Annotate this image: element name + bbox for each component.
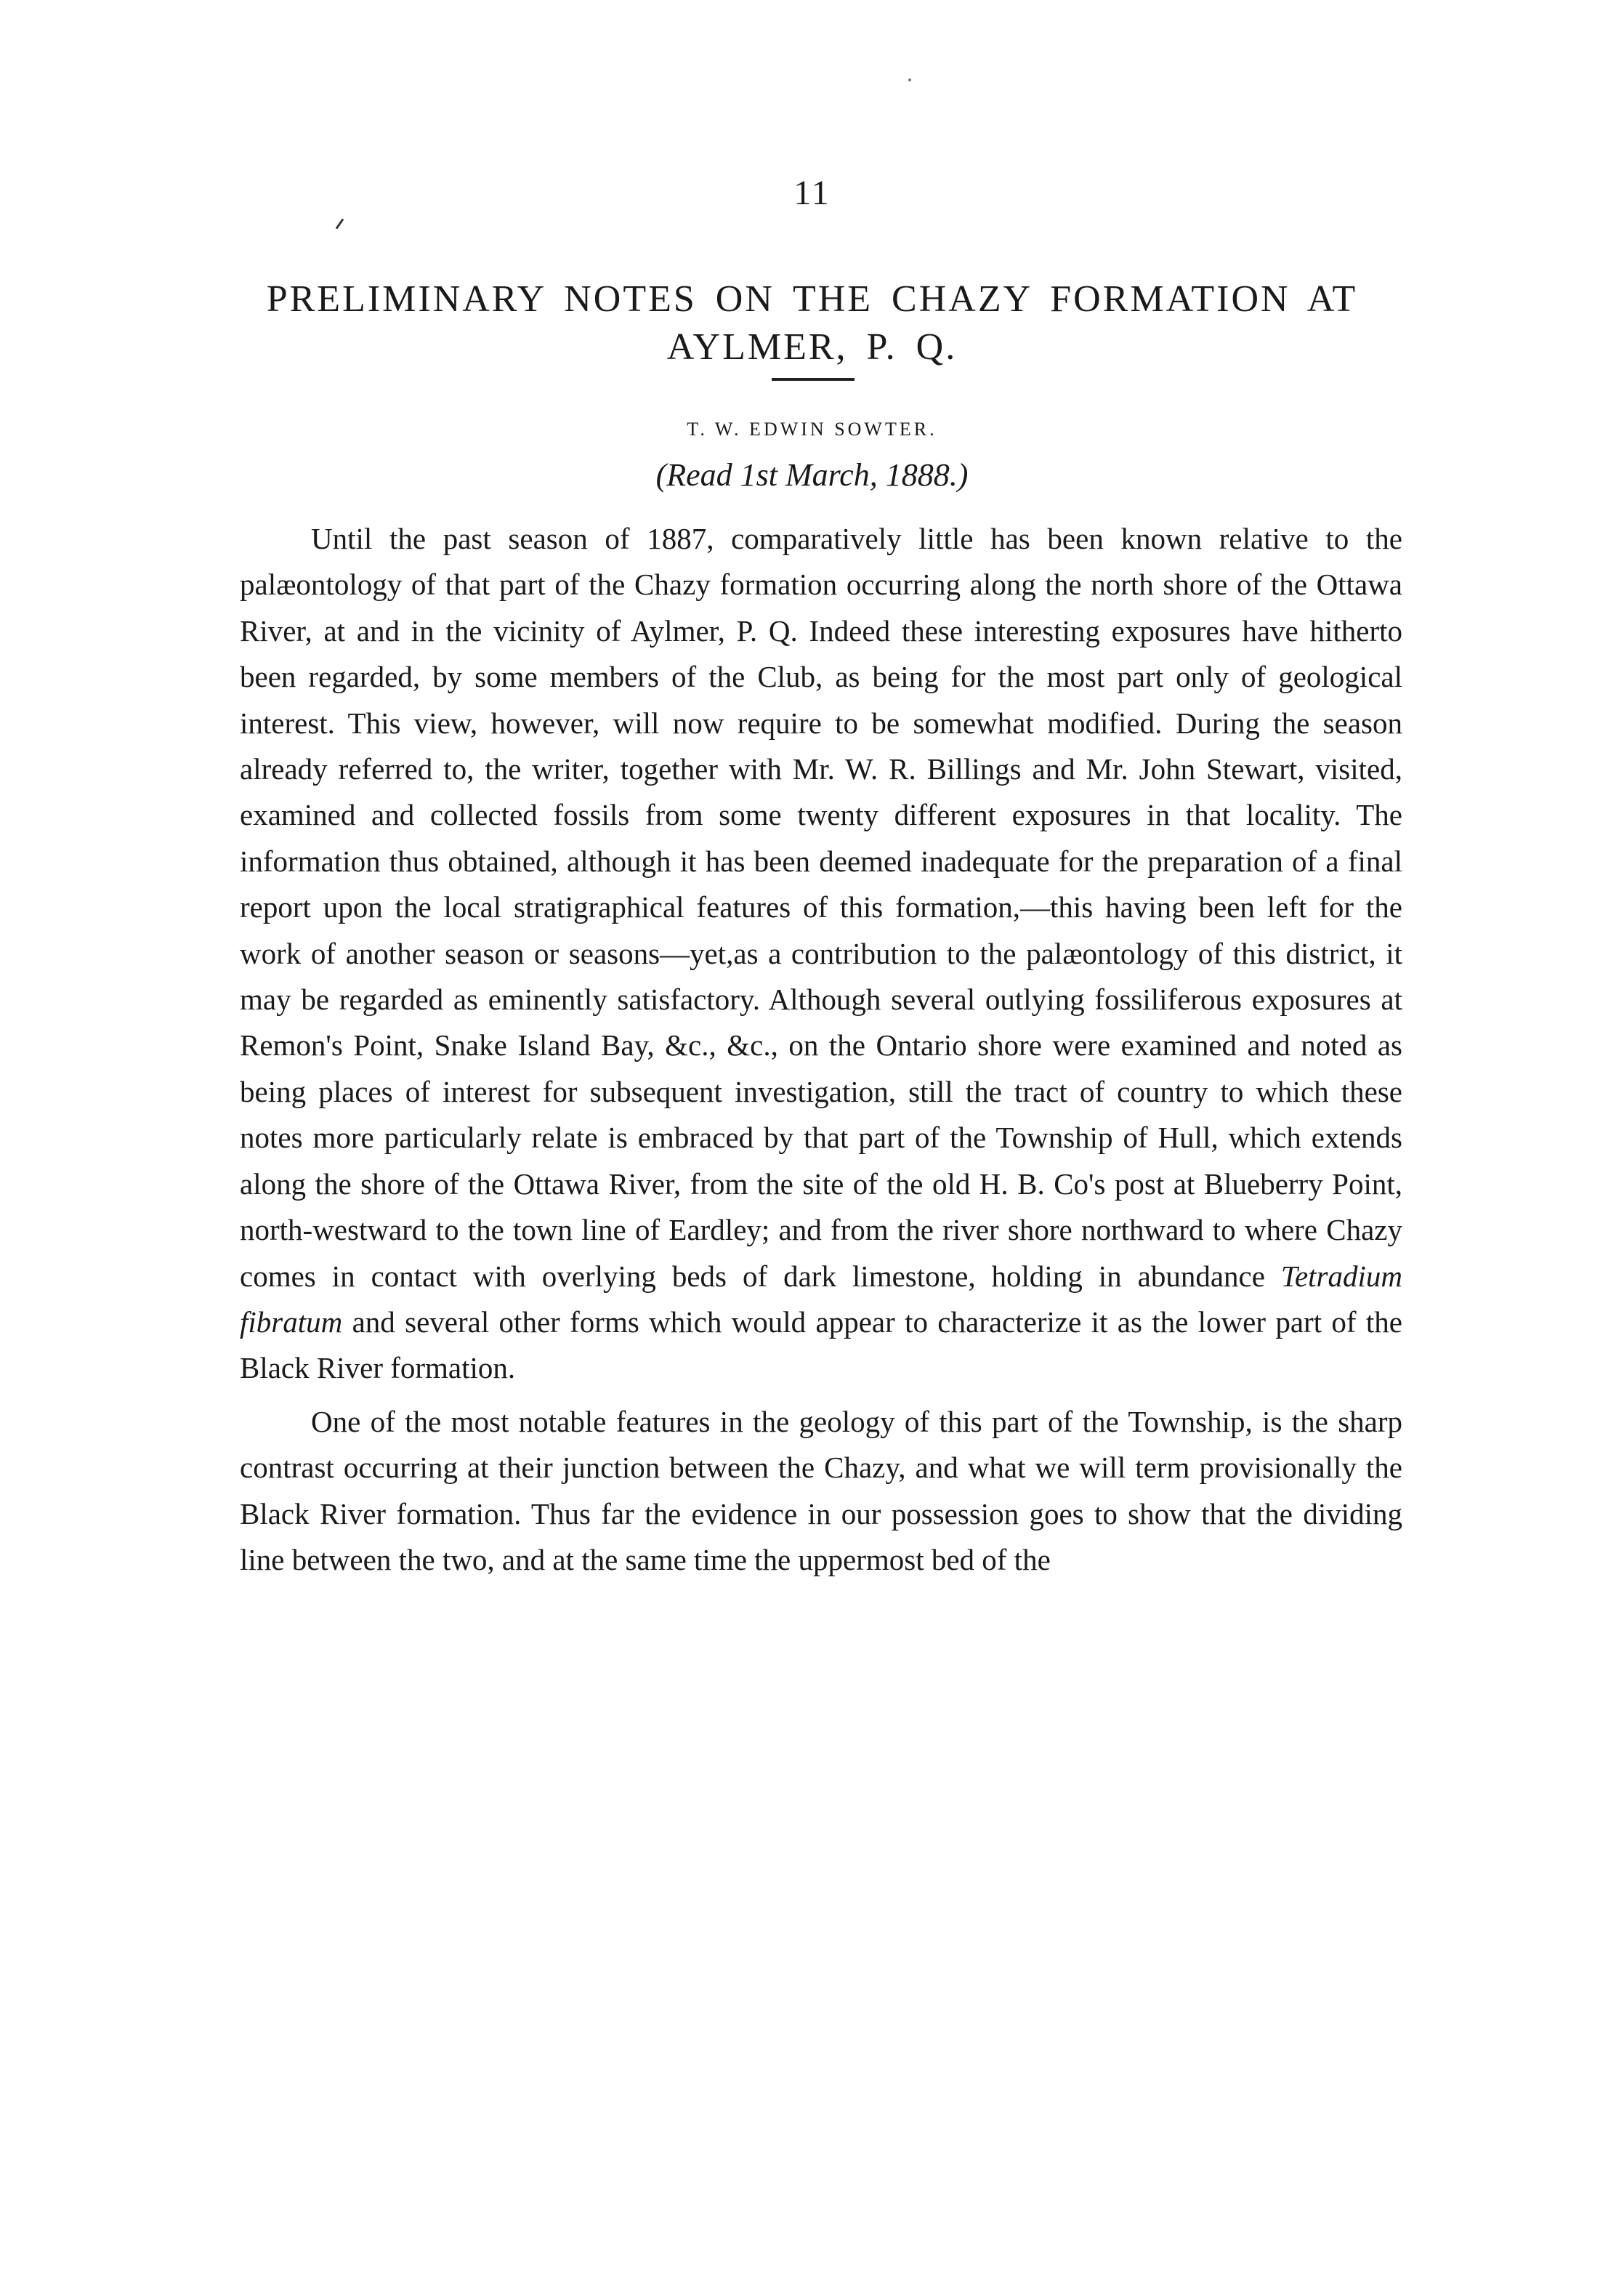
- paragraph-1-text: Until the past season of 1887, comparatively little has been known relative to the palæontology of that part of the Chazy formation occurring along the north shore of the Ottawa River, at and in the vicinity of Aylmer, P. Q. Indeed these interesting exposures have hitherto been regarded, by some members of the Club, as being for the most part only of geological interest. This view, however, will now require to be somewhat modified. During the season already referred to, the writer, together with Mr. W. R. Billings and Mr. John Stewart, visited, examined and collected fossils from some twenty different exposures in that locality. The information thus obtained, although it has been deemed inadequate for the preparation of a final report upon the local stratigraphical features of this formation,—this having been left for the work of another season or seasons—yet,as a contribution to the palæontology of this district, it may be regarded as eminently satisfactory. Although several outlying fossiliferous exposures at Remon's Point, Snake Island Bay, &c., &c., on the Ontario shore were examined and noted as being places of interest for subsequent investigation, still the tract of country to which these notes more particularly relate is embraced by that part of the Township of Hull, which extends along the shore of the Ottawa River, from the site of the old H. B. Co's post at Blueberry Point, north-westward to the town line of Eardley; and from the river shore northward to where Chazy comes in contact with overlying beds of dark limestone, holding in abundance: [240, 522, 1402, 1293]
- species-name: Tetradium fibratum: [240, 1259, 1402, 1339]
- stray-mark: [336, 219, 344, 230]
- author-name: T. W. EDWIN SOWTER.: [687, 419, 937, 440]
- article-title: PRELIMINARY NOTES ON THE CHAZY FORMATION AT AYLMER, P. Q.: [266, 278, 1358, 368]
- scan-speck: [908, 78, 911, 81]
- paragraph-1: [240, 516, 1402, 1392]
- article-body: [240, 516, 1402, 1583]
- paragraph-1-text-end: and several other forms which would appear to characterize it as the lower part of the Black River formation.: [240, 1305, 1403, 1385]
- read-date: (Read 1st March, 1888.): [655, 457, 969, 493]
- paragraph-2: One of the most notable features in the geology of this part of the Township, is the sharp contrast occurring at their junction between the Chazy, and what we will term provisionally the Black River formation. Thus far the evidence in our possession goes to show that the dividing line between the two, and at the same time the uppermost bed of the: [240, 1404, 1402, 1576]
- page-number: 11: [793, 174, 831, 212]
- title-divider: [772, 378, 855, 381]
